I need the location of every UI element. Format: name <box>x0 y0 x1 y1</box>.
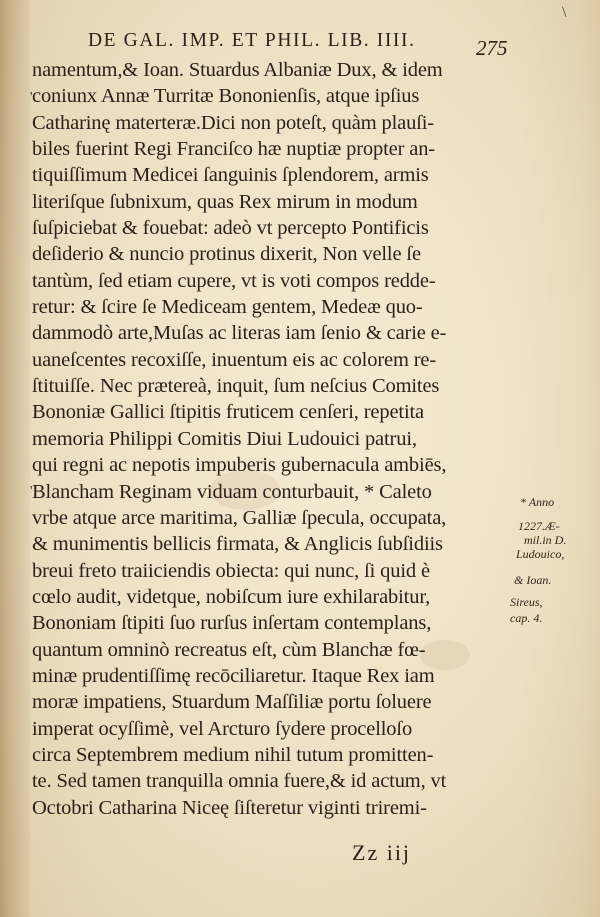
text-line: deſiderio & nuncio protinus dixerit, Non velle ſe <box>32 243 421 266</box>
text-line: quantum omninò recreatus eſt, cùm Blanchæ fœ- <box>32 638 426 661</box>
margin-note: & Ioan. <box>514 573 552 587</box>
page-number: 275 <box>476 36 508 60</box>
text-line: Bononiam ſtipiti ſuo rurſus inſertam contemplans, <box>32 612 432 635</box>
text-line: literiſque ſubnixum, quas Rex mirum in modum <box>32 190 418 213</box>
text-line: tantùm, ſed etiam cupere, vt is voti compos redde- <box>32 269 436 292</box>
text-line: coniunx Annæ Turritæ Bononienſis, atque ipſius <box>32 85 420 108</box>
text-line: te. Sed tamen tranquilla omnia fuere,& id actum, vt <box>32 770 447 793</box>
text-line: qui regni ac nepotis impuberis gubernacula ambiēs, <box>32 454 447 477</box>
text-line: retur: & ſcire ſe Mediceam gentem, Medeæ quo- <box>32 296 423 319</box>
margin-note: Ludouico, <box>516 547 565 561</box>
text-line: imperat ocyſſimè, vel Arcturo ſydere procelloſo <box>32 717 413 740</box>
text-line: cœlo audit, videtque, nobiſcum iure exhilarabitur, <box>32 585 431 608</box>
text-line: memoria Philippi Comitis Diui Ludouici patrui, <box>32 427 417 450</box>
signature-mark: Zz iij <box>352 840 412 865</box>
text-line: ſuſpiciebat & fouebat: adeò vt percepto Pontificis <box>32 217 429 240</box>
text-line: moræ impatiens, Stuardum Maſſiliæ portu ſoluere <box>32 691 432 714</box>
text-line: breui freto traiiciendis obiecta: qui nunc, ſi quid è <box>32 559 430 582</box>
text-line: namentum,& Ioan. Stuardus Albaniæ Dux, & idem <box>32 59 443 81</box>
running-header: DE GAL. IMP. ET PHIL. LIB. IIII. <box>88 30 416 51</box>
margin-note: Sireus, <box>510 595 543 609</box>
stray-mark: ' <box>30 90 33 105</box>
text-line: dammodò arte,Muſas ac literas iam ſenio & carie e- <box>32 322 447 345</box>
text-line: ſtituiſſe. Nec prætereà, inquit, ſum neſcius Comites <box>32 375 440 398</box>
text-line: tiquiſſimum Medicei ſanguinis ſplendorem, armis <box>32 164 429 187</box>
page-gutter-shadow <box>0 0 30 917</box>
text-line: uaneſcentes recoxiſſe, inuentum eis ac colorem re- <box>32 348 437 371</box>
stray-mark: ' <box>30 484 33 499</box>
text-line: circa Septembrem medium nihil tutum promitten- <box>32 743 434 766</box>
text-line: minæ prudentiſſimę recōciliaretur. Itaque Rex iam <box>32 664 435 687</box>
text-line: Blancham Reginam viduam conturbauit, * Caleto <box>32 480 432 503</box>
margin-note: cap. 4. <box>510 611 543 625</box>
text-line: biles fuerint Regi Franciſco hæ nuptiæ propter an- <box>32 138 435 161</box>
margin-note: 1227.Æ- <box>518 519 560 533</box>
text-block <box>32 57 502 821</box>
text-line: Bononiæ Gallici ſtipitis fruticem cenſeri, repetita <box>32 401 424 424</box>
text-line: vrbe atque arce maritima, Galliæ ſpecula, occupata, <box>32 506 447 529</box>
text-line: & munimentis bellicis firmata, & Anglicis ſubſidiis <box>32 533 443 556</box>
margin-note: mil.in D. <box>524 533 567 547</box>
text-line: Catharinę materteræ.Dici non poteſt, quàm plauſi- <box>32 111 434 134</box>
text-line: Octobri Catharina Niceę ſiſteretur viginti triremi- <box>32 796 427 819</box>
corner-mark: \ <box>562 4 567 21</box>
margin-note: * Anno <box>520 495 555 509</box>
